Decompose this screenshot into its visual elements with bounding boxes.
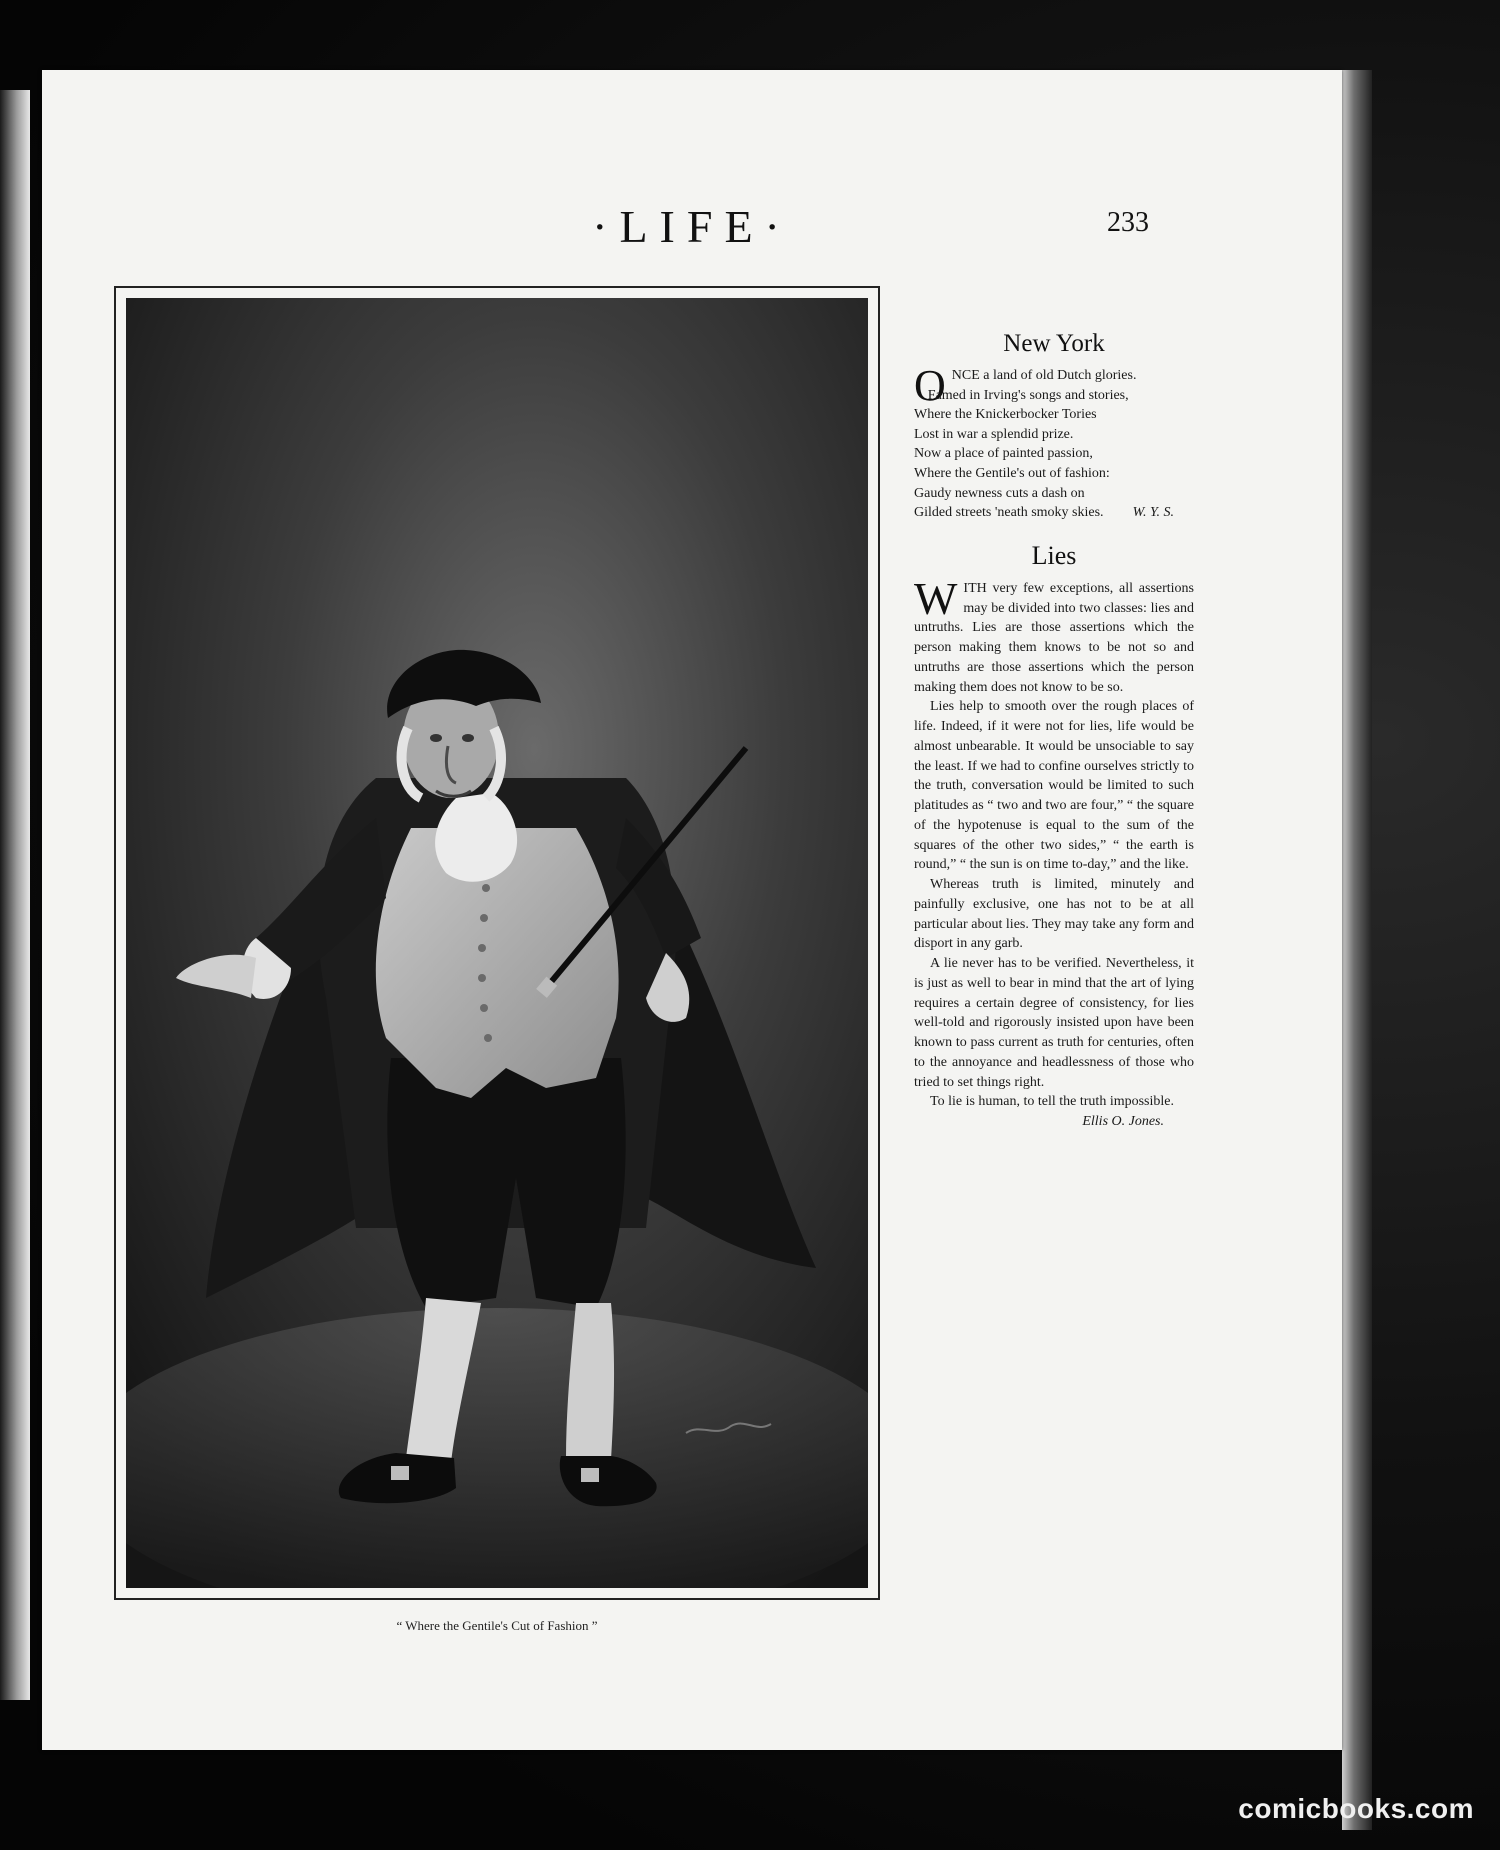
poem-line: Gilded streets 'neath smoky skies. [914, 505, 1104, 521]
essay-title: Lies [1031, 540, 1077, 570]
essay-paragraph: A lie never has to be verified. Nevertheless, it is just as well to bear in mind that the art of lying requires a certain degree of consistency, for lies well-told and rigorously insisted upon have been known to pass current as truth for centuries, often to the annoyance and headlessness of those who tried to set things right. [914, 956, 1194, 1090]
page-number: 233 [1107, 207, 1149, 238]
essay-paragraph [914, 572, 1194, 698]
poem-line: Lost in war a splendid prize. [914, 426, 1074, 442]
page-edge-right [1342, 70, 1372, 1830]
site-watermark: comicbooks.com [1238, 1793, 1474, 1824]
illustration-colonial-gentleman [126, 298, 868, 1588]
illustration-frame [114, 286, 880, 1600]
facing-page-edge [0, 90, 30, 1700]
poem-line: NCE a land of old Dutch glories. [951, 368, 1137, 383]
poem-line: Where the Gentile's out of fashion: [914, 465, 1110, 481]
poem-title: New York [1003, 330, 1105, 357]
essay-author: Ellis O. Jones. [1082, 1114, 1164, 1129]
masthead: ·LIFE· [592, 201, 792, 252]
essay-paragraph-text: ITH very few exceptions, all assertions may be divided into two classes: lies and untruths. Lies are those assertions which the person making them knows to be not so and untruths are those assertions which the person making them does not know to be so. [914, 580, 1194, 695]
text-column [914, 330, 1194, 1132]
poem-line: Famed in Irving's songs and stories, [927, 387, 1129, 403]
magazine-page [42, 70, 1342, 1750]
essay-body [914, 572, 1194, 1132]
essay-paragraph: Lies help to smooth over the rough places of life. Indeed, if it were not for lies, life would be almost unbearable. It would be unsociable to say the least. If we had to confine ourselves strictly to the truth, conversation would be limited to such platitudes as “ two and two are four,” “ the square of the hypotenuse is equal to the sum of the squares of the other two sides,” “ the earth is round,” “ the sun is on time to-day,” and the like. [914, 699, 1194, 873]
essay-drop-cap: W [914, 572, 958, 624]
poem-line: Where the Knickerbocker Tories [914, 407, 1097, 423]
poem-line: Gaudy newness cuts a dash on [914, 485, 1085, 501]
essay-paragraph: To lie is human, to tell the truth impossible. [930, 1094, 1174, 1110]
poem-line: Now a place of painted passion, [914, 446, 1093, 462]
essay-paragraph: Whereas truth is limited, minutely and painfully exclusive, one has not to be at all particular about lies. They may take any form and disport in any garb. [914, 877, 1194, 952]
poem-body [914, 361, 1194, 523]
illustration-caption: “ Where the Gentile's Cut of Fashion ” [396, 1618, 598, 1633]
poem-drop-cap: O [914, 361, 946, 410]
poem-signature: W. Y. S. [1132, 505, 1174, 521]
